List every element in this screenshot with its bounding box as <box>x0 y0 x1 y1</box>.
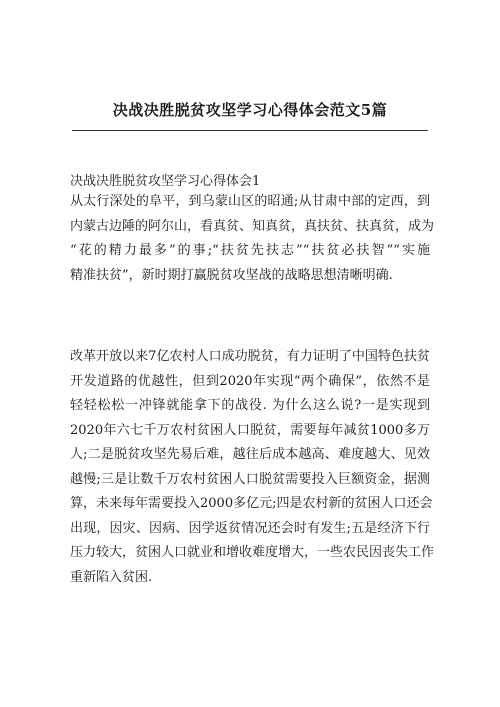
paragraph-line: 开发道路的优越性，但到2020年实现“两个确保”，依然不是 <box>70 373 430 389</box>
paragraph-line: 2020年六七千万农村贫困人口脱贫，需要每年减贫1000多万 <box>70 422 430 438</box>
paragraph-line: 越慢;三是让数千万农村贫困人口脱贫需要投入巨额资金，据测 <box>70 471 430 487</box>
document-title: 决战决胜脱贫攻坚学习心得体会范文5篇 <box>112 101 388 119</box>
paragraph-line: 压力较大，贫困人口就业和增收难度增大，一些农民因丧失工作 <box>70 545 435 560</box>
title-divider <box>72 130 428 131</box>
paragraph-line: 算，未来每年需要投入2000多亿元;四是农村新的贫困人口还会 <box>70 496 433 511</box>
paragraph-line: 内蒙古边陲的阿尔山，看真贫、知真贫，真扶贫、扶真贫，成为 <box>70 218 435 234</box>
paragraph-1 <box>70 190 435 288</box>
paragraph-line: 出现，因灾、因病、因学返贫情况还会时有发生;五是经济下行 <box>70 520 430 536</box>
section-subheading: 决战决胜脱贫攻坚学习心得体会1 <box>70 174 261 189</box>
paragraph-line: 人;二是脱贫攻坚先易后难，越往后成本越高、难度越大、见效 <box>70 447 430 462</box>
paragraph-line: 轻轻松松一冲锋就能拿下的战役. 为什么这么说?一是实现到 <box>70 398 430 413</box>
paragraph-line: 精准扶贫”，新时期打赢脱贫攻坚战的战略思想清晰明确. <box>70 267 393 283</box>
paragraph-line: 从太行深处的阜平，到乌蒙山区的昭通;从甘肃中部的定西，到 <box>70 194 430 209</box>
paragraph-line: 改革开放以来7亿农村人口成功脱贫，有力证明了中国特色扶贫 <box>70 349 430 364</box>
paragraph-line: “花的精力最多”的事;“扶贫先扶志”“扶贫必扶智”“实施 <box>70 243 430 258</box>
paragraph-2 <box>70 345 435 590</box>
paragraph-line: 重新陷入贫困. <box>70 569 153 585</box>
